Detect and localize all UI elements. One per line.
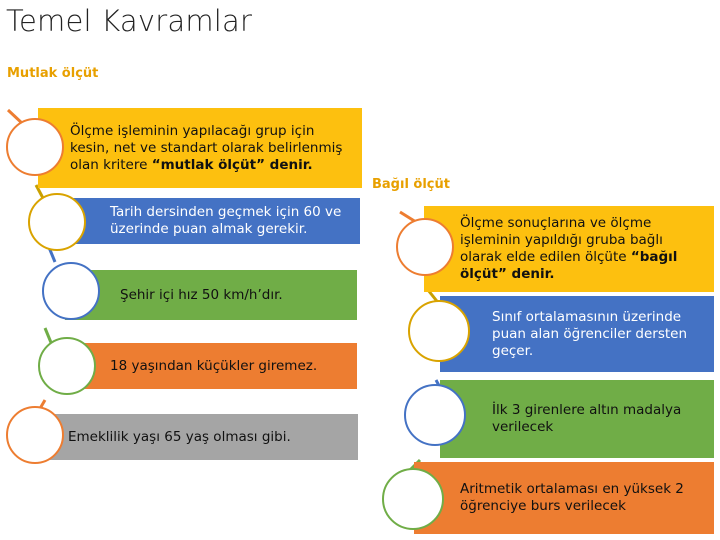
absolute-example-3-text: 18 yaşından küçükler giremez.	[110, 357, 318, 374]
circle-marker	[382, 468, 444, 530]
circle-marker	[408, 300, 470, 362]
circle-marker	[396, 218, 454, 276]
absolute-example-3	[60, 343, 357, 389]
absolute-example-1-text: Tarih dersinden geçmek için 60 ve üzerinde puan almak gerekir.	[110, 204, 342, 237]
page-title: Temel Kavramlar	[6, 4, 253, 38]
circle-marker	[6, 406, 64, 464]
circle-marker	[404, 384, 466, 446]
absolute-definition-box	[38, 108, 362, 188]
absolute-example-1	[60, 198, 360, 244]
relative-example-1-text: Sınıf ortalamasının üzerinde puan alan öğrenciler dersten geçer.	[492, 308, 688, 359]
absolute-example-4-text: Emeklilik yaşı 65 yaş olması gibi.	[68, 428, 291, 445]
absolute-criterion-heading: Mutlak ölçüt	[7, 66, 99, 81]
relative-example-2-text: İlk 3 girenlere altın madalya verilecek	[492, 402, 682, 435]
absolute-example-4	[40, 414, 358, 460]
relative-definition-box	[424, 206, 714, 292]
circle-marker	[28, 193, 86, 251]
relative-example-2	[440, 380, 714, 458]
circle-marker	[38, 337, 96, 395]
absolute-example-2	[65, 270, 357, 320]
relative-example-3	[414, 462, 714, 534]
circle-marker	[6, 118, 64, 176]
absolute-definition-text: Ölçme işleminin yapılacağı grup için kesin, net ve standart olarak belirlenmiş olan kritere “mutlak ölçüt” denir.	[70, 122, 343, 173]
relative-definition-text: Ölçme sonuçlarına ve ölçme işleminin yapıldığı gruba bağlı olarak elde edilen ölçüte “bağıl ölçüt” denir.	[460, 215, 678, 282]
relative-criterion-heading: Bağıl ölçüt	[372, 177, 450, 192]
absolute-example-2-text: Şehir içi hız 50 km/h’dır.	[120, 286, 283, 303]
relative-example-1	[440, 296, 714, 372]
relative-example-3-text: Aritmetik ortalaması en yüksek 2 öğrenciye burs verilecek	[460, 481, 684, 514]
circle-marker	[42, 262, 100, 320]
